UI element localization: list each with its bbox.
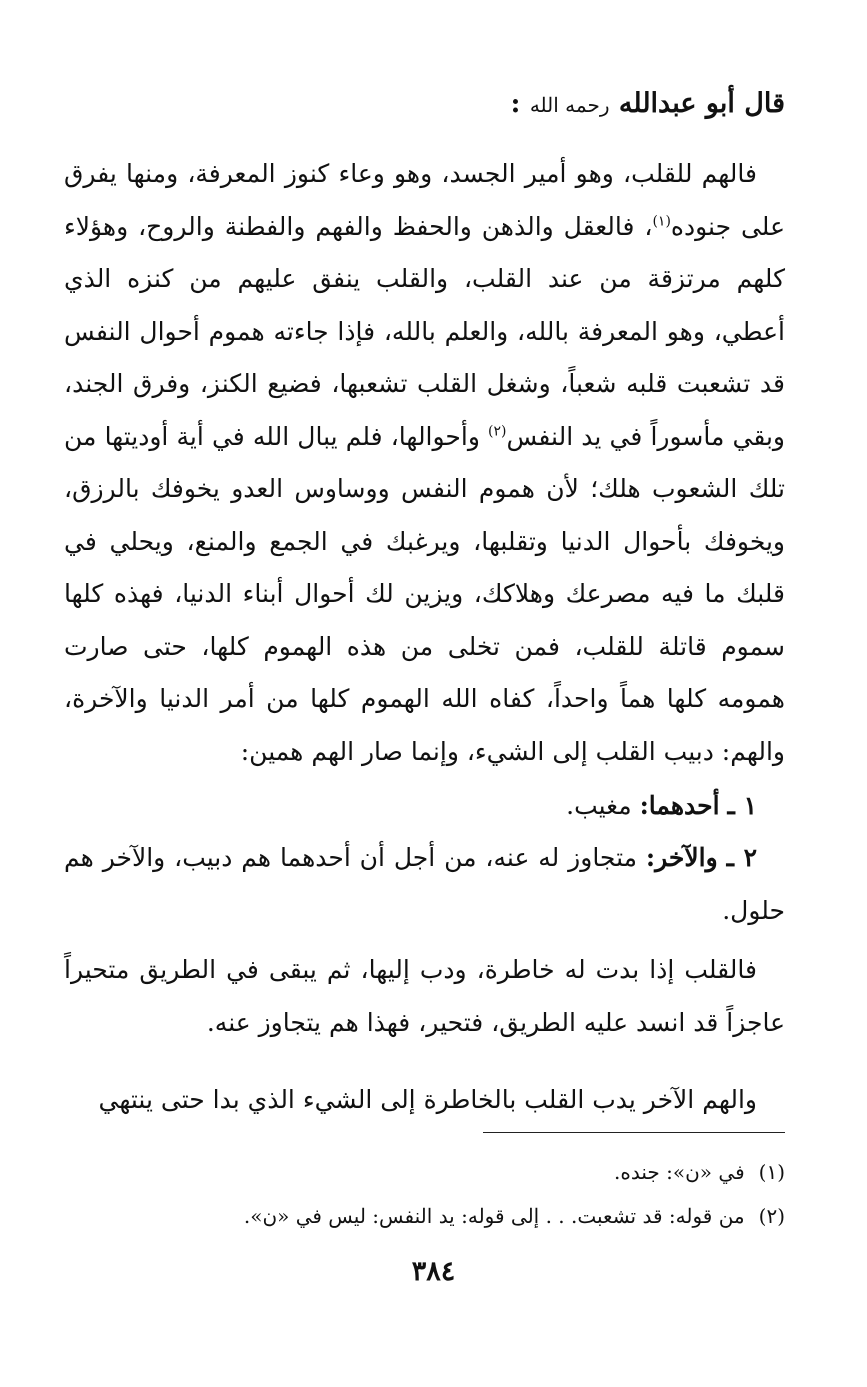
footnote-item [64, 1194, 785, 1238]
footnote-text: في «ن»: جنده. [614, 1160, 745, 1184]
footnote-text: من قوله: قد تشعبت. . . إلى قوله: يد النفس: ليس في «ن». [243, 1204, 745, 1228]
list-label: أحدهما: [639, 791, 720, 820]
list-label: والآخر: [645, 843, 718, 872]
footnote-number: (١) [758, 1160, 785, 1184]
footnote-item [64, 1150, 785, 1194]
list-item [64, 832, 785, 937]
footnote-ref-1[interactable]: (١) [652, 213, 671, 230]
heading-text: قال أبو عبدالله [618, 88, 785, 119]
paragraph [64, 1074, 785, 1127]
paragraph-text-part-2: ، فالعقل والذهن والحفظ والفهم والفطنة والروح، وهؤلاء كلهم مرتزقة من عند القلب، والقلب ينفق عليهم من كنزه الذي أعطي، وهو المعرفة بالله، والعلم بالله، فإذا جاءته هموم أحوال النفس قد تشعبت قلبه شعباً، وشغل القلب تشعبها، فضيع الكنز، وفرق الجند، وبقي مأسوراً في يد النفس [64, 211, 786, 451]
list-number: ١ ـ [727, 791, 757, 820]
paragraph-text: والهم الآخر يدب القلب بالخاطرة إلى الشيء الذي بدا حتى ينتهي [98, 1085, 757, 1114]
footnote-ref-2[interactable]: (٢) [488, 423, 507, 440]
section-heading [65, 84, 785, 125]
page-number: ٣٨٤ [411, 1256, 456, 1287]
honorific-text: رحمه الله [529, 93, 610, 117]
paragraph-text-part-1: فالهم للقلب، وهو أمير الجسد، وهو وعاء كنوز المعرفة، ومنها يفرق على جنوده [64, 159, 785, 241]
paragraph-text-part-3: وأحوالها، فلم يبال الله في أية أوديتها من تلك الشعوب هلك؛ لأن هموم النفس ووساوس العدو يخوفك بالرزق، ويخوفك بأحوال الدنيا وتقلبها، ويرغبك في الجمع والمنع، ويحلي في قلبك ما فيه مصرعك وهلاكك، ويزين لك أحوال أبناء الدنيا، فهذه كلها سموم قاتلة للقلب، فمن تخلى من هذه الهموم كلها، حتى صارت همومه كلها هماً واحداً، كفاه الله الهموم كلها من أمر الدنيا والآخرة، والهم: دبيب القلب إلى الشيء، وإنما صار الهم همين: [64, 421, 785, 766]
list-item [64, 780, 785, 832]
heading-colon: : [510, 88, 521, 119]
paragraph [64, 944, 785, 1049]
list-number: ٢ ـ [726, 843, 757, 872]
main-paragraph [64, 148, 785, 778]
footnote-divider [483, 1132, 785, 1133]
footnote-number: (٢) [758, 1204, 785, 1228]
footnotes [64, 1150, 785, 1238]
paragraph-text: فالقلب إذا بدت له خاطرة، ودب إليها، ثم يبقى في الطريق متحيراً عاجزاً قد انسد عليه الطريق، فتحير، فهذا هم يتجاوز عنه. [64, 955, 785, 1037]
list-text: مغيب. [566, 791, 640, 820]
list-text: متجاوز له عنه، من أجل أن أحدهما هم دبيب، والآخر هم حلول. [64, 843, 785, 925]
